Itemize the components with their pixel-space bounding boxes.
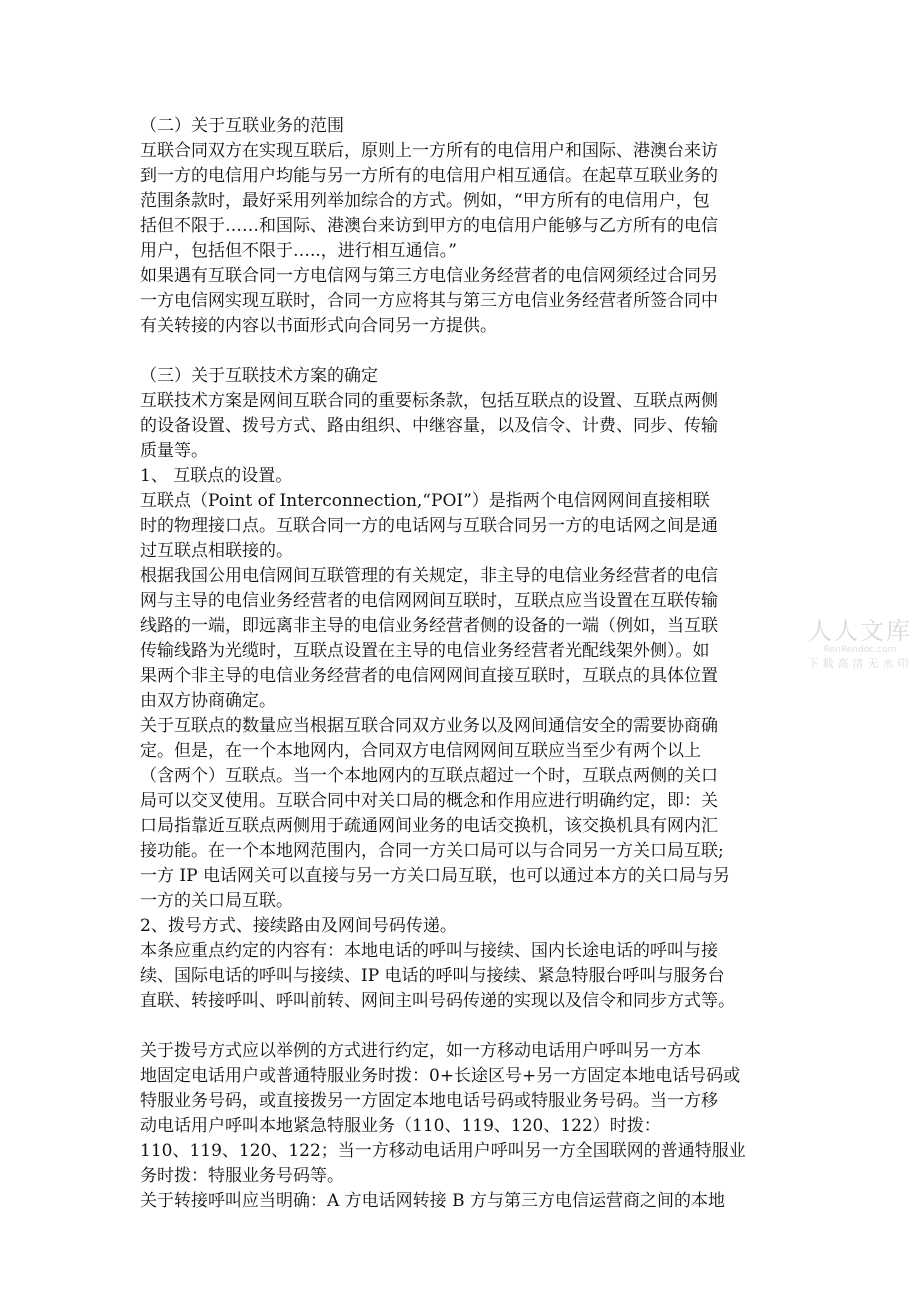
blank-line xyxy=(140,1014,790,1039)
paragraph-line: 有关转接的内容以书面形式向合同另一方提供。 xyxy=(140,316,497,336)
paragraph-line: 关于互联点的数量应当根据互联合同双方业务以及网间通信安全的需要协商确 xyxy=(140,716,718,736)
section-3-heading: （三）关于互联技术方案的确定 xyxy=(140,366,378,386)
document-body xyxy=(140,114,790,1214)
paragraph-line: 一方 IP 电话网关可以直接与另一方关口局互联，也可以通过本方的关口局与另 xyxy=(140,866,730,886)
paragraph-line: 关于拨号方式应以举例的方式进行约定，如一方移动电话用户呼叫另一方本 xyxy=(140,1041,701,1061)
paragraph-line: 过互联点相联接的。 xyxy=(140,541,293,561)
paragraph-line: 口局指靠近互联点两侧用于疏通网间业务的电话交换机，该交换机具有网内汇 xyxy=(140,816,718,836)
blank-line xyxy=(140,339,790,364)
paragraph-line: 务时拨：特服业务号码等。 xyxy=(140,1166,344,1186)
watermark xyxy=(800,618,920,680)
paragraph-line: 网与主导的电信业务经营者的电信网网间互联时，互联点应当设置在互联传输 xyxy=(140,591,718,611)
paragraph-line: 110、119、120、122；当一方移动电话用户呼叫另一方全国联网的普通特服业 xyxy=(140,1141,746,1161)
paragraph-line: 范围条款时，最好采用列举加综合的方式。例如，“甲方所有的电信用户，包 xyxy=(140,191,710,211)
paragraph-line: 的设备设置、拨号方式、路由组织、中继容量，以及信令、计费、同步、传输 xyxy=(140,416,718,436)
paragraph-line: （含两个）互联点。当一个本地网内的互联点超过一个时，互联点两侧的关口 xyxy=(140,766,718,786)
paragraph-line: 传输线路为光缆时，互联点设置在主导的电信业务经营者光配线架外侧）。如 xyxy=(140,641,710,661)
paragraph-line: 一方的关口局互联。 xyxy=(140,891,293,911)
paragraph-line: 动电话用户呼叫本地紧急特服业务（110、119、120、122）时拨： xyxy=(140,1116,661,1136)
paragraph-line: 用户，包括但不限于…..，进行相互通信。” xyxy=(140,241,457,261)
paragraph-line: 直联、转接呼叫、呼叫前转、网间主叫号码传递的实现以及信令和同步方式等。 xyxy=(140,991,735,1011)
paragraph-line: 本条应重点约定的内容有：本地电话的呼叫与接续、国内长途电话的呼叫与接 xyxy=(140,941,718,961)
paragraph-line: 接功能。在一个本地网范围内，合同一方关口局可以与合同另一方关口局互联; xyxy=(140,841,724,861)
paragraph-line: 括但不限于……和国际、港澳台来访到甲方的电信用户能够与乙方所有的电信 xyxy=(140,216,718,236)
paragraph-line: 特服业务号码，或直接拨另一方固定本地电话号码或特服业务号码。当一方移 xyxy=(140,1091,718,1111)
paragraph-line: 由双方协商确定。 xyxy=(140,691,276,711)
paragraph-line: 质量等。 xyxy=(140,441,208,461)
paragraph-line: 局可以交叉使用。互联合同中对关口局的概念和作用应进行明确约定，即：关 xyxy=(140,791,718,811)
paragraph-line: 续、国际电话的呼叫与接续、IP 电话的呼叫与接续、紧急特服台呼叫与服务台 xyxy=(140,966,725,986)
section-2-heading: （二）关于互联业务的范围 xyxy=(140,116,344,136)
watermark-logo: 人人文库 xyxy=(808,617,912,645)
paragraph-line: 根据我国公用电信网间互联管理的有关规定，非主导的电信业务经营者的电信 xyxy=(140,566,718,586)
paragraph-line: 如果遇有互联合同一方电信网与第三方电信业务经营者的电信网须经过合同另 xyxy=(140,266,718,286)
watermark-subtitle: 下载高清无水印 xyxy=(807,657,913,670)
paragraph-line: 时的物理接口点。互联合同一方的电话网与互联合同另一方的电话网之间是通 xyxy=(140,516,718,536)
item-1-title: 1、 互联点的设置。 xyxy=(140,466,293,486)
watermark-url: RenRendoc.com xyxy=(823,645,897,655)
paragraph-line: 互联合同双方在实现互联后，原则上一方所有的电信用户和国际、港澳台来访 xyxy=(140,141,718,161)
paragraph-line: 果两个非主导的电信业务经营者的电信网网间直接互联时，互联点的具体位置 xyxy=(140,666,718,686)
item-2-title: 2、拨号方式、接续路由及网间号码传递。 xyxy=(140,916,457,936)
paragraph-line: 到一方的电信用户均能与另一方所有的电信用户相互通信。在起草互联业务的 xyxy=(140,166,718,186)
paragraph-line: 互联点（Point of Interconnection,“POI”）是指两个电信网网间直接相联 xyxy=(140,491,710,511)
paragraph-line: 互联技术方案是网间互联合同的重要标条款，包括互联点的设置、互联点两侧 xyxy=(140,391,718,411)
paragraph-line: 一方电信网实现互联时，合同一方应将其与第三方电信业务经营者所签合同中 xyxy=(140,291,718,311)
paragraph-line: 线路的一端，即远离非主导的电信业务经营者侧的设备的一端（例如，当互联 xyxy=(140,616,718,636)
paragraph-line: 地固定电话用户或普通特服业务时拨：0+长途区号+另一方固定本地电话号码或 xyxy=(140,1066,741,1086)
paragraph-line: 定。但是，在一个本地网内，合同双方电信网网间互联应当至少有两个以上 xyxy=(140,741,701,761)
paragraph-line: 关于转接呼叫应当明确：A 方电话网转接 B 方与第三方电信运营商之间的本地 xyxy=(140,1191,725,1211)
